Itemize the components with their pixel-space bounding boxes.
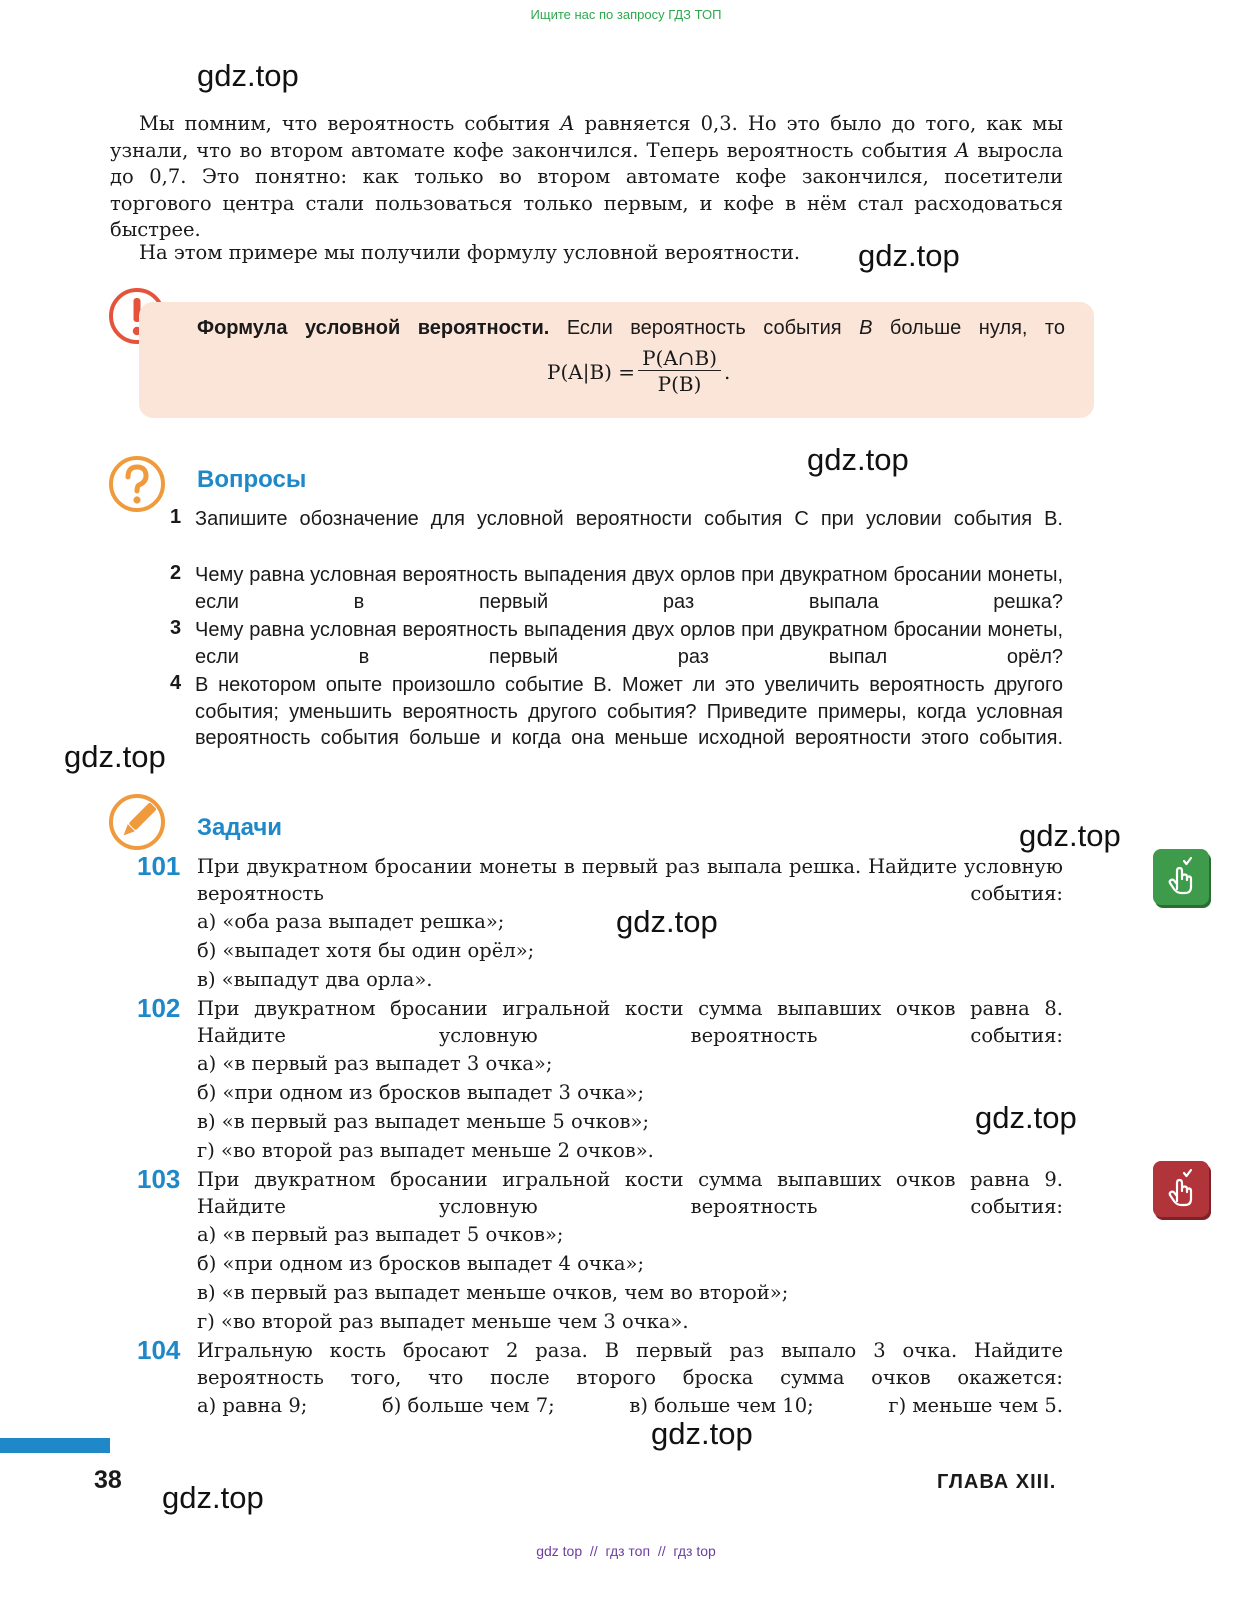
page-accent-bar <box>0 1438 110 1453</box>
question-text: Чему равна условная вероятность выпадения двух орлов при двукратном бросании монеты, если в первый раз выпал орёл? <box>195 619 1063 668</box>
task-option: а) «в первый раз выпадет 5 очков»; <box>197 1223 564 1246</box>
task-option: в) больше чем 10; <box>629 1394 814 1417</box>
task-option: б) больше чем 7; <box>382 1394 555 1417</box>
watermark: gdz.top <box>807 442 909 477</box>
top-search-note: Ищите нас по запросу ГДЗ ТОП <box>530 7 722 22</box>
task-option: г) «во второй раз выпадет меньше 2 очков». <box>197 1139 654 1162</box>
intro-paragraph: Мы помним, что вероятность события A равняется 0,3. Но это было до того, как мы узнали, что во втором автомате кофе закончился. Теперь вероятность события A выросла до 0,7. Это понятно: как только во втором автомате кофе закончился, посетители торгового центра стали пользоваться только первым, и кофе в нём стал расходоваться быстрее. <box>110 112 1063 241</box>
task-text: Игральную кость бросают 2 раза. В первый раз выпало 3 очка. Найдите вероятность того, что после второго броска сумма очков окажется: <box>197 1339 1063 1389</box>
red-solution-button[interactable] <box>1153 1161 1209 1217</box>
task-option: г) меньше чем 5. <box>888 1394 1063 1417</box>
task-number: 103 <box>137 1164 181 1194</box>
task-option: в) «в первый раз выпадет меньше 5 очков»; <box>197 1110 650 1133</box>
watermark: gdz.top <box>858 238 960 273</box>
footer-links: gdz top // гдз топ // гдз top <box>536 1543 716 1559</box>
tasks-heading: Задачи <box>197 814 283 841</box>
chapter-label: ГЛАВА XIII. <box>937 1471 1057 1493</box>
rule-title: Формула условной вероятности. <box>197 317 550 339</box>
formula-denominator: P(B) <box>657 372 702 396</box>
watermark: gdz.top <box>975 1100 1077 1135</box>
task-number: 104 <box>137 1335 181 1365</box>
task-options-row <box>197 1394 1063 1417</box>
watermark: gdz.top <box>616 904 718 939</box>
task-option: в) «выпадут два орла». <box>197 968 433 991</box>
watermark: gdz.top <box>64 739 166 774</box>
question-text: Запишите обозначение для условной вероятности события C при условии события B. <box>195 508 1063 530</box>
hand-check-icon <box>1153 1161 1209 1217</box>
questions-heading: Вопросы <box>197 466 307 493</box>
question-number: 3 <box>170 617 182 639</box>
task-text: При двукратном бросании игральной кости сумма выпавших очков равна 8. Найдите условную вероятность события: <box>197 997 1063 1047</box>
rule-statement: Формула условной вероятности. Если вероятность события B больше нуля, то <box>197 317 1065 339</box>
intro-conclusion: На этом примере мы получили формулу условной вероятности. <box>139 241 801 264</box>
formula-left: P(A|B) = <box>547 359 636 384</box>
task-option: б) «при одном из бросков выпадет 3 очка»; <box>197 1081 645 1104</box>
question-number: 2 <box>170 562 182 584</box>
task-option: а) «в первый раз выпадет 3 очка»; <box>197 1052 553 1075</box>
task-option: г) «во второй раз выпадет меньше чем 3 очка». <box>197 1310 689 1333</box>
task-number: 102 <box>137 993 181 1023</box>
formula-fraction <box>638 346 721 397</box>
conditional-probability-formula: P(A|B) = $\frac{P(A\cap B)}{P(B)}$ . <box>547 346 731 396</box>
task-option: б) «выпадет хотя бы один орёл»; <box>197 939 535 962</box>
task-option: б) «при одном из бросков выпадет 4 очка»; <box>197 1252 645 1275</box>
task-option: в) «в первый раз выпадет меньше очков, чем во второй»; <box>197 1281 789 1304</box>
task-text: При двукратном бросании монеты в первый раз выпала решка. Найдите условную вероятность события: <box>197 855 1063 905</box>
green-answer-button[interactable] <box>1153 849 1209 905</box>
question-text: В некотором опыте произошло событие B. Может ли это увеличить вероятность другого события; уменьшить вероятность другого события? Приведите примеры, когда условная вероятность события больше и когда она меньше исходной вероятности этого события. <box>195 674 1063 749</box>
question-icon <box>108 455 166 518</box>
hand-check-icon <box>1153 849 1209 905</box>
watermark: gdz.top <box>197 58 299 93</box>
formula-numerator: P(A∩B) <box>638 346 721 371</box>
task-option: а) «оба раза выпадет решка»; <box>197 910 505 933</box>
question-number: 4 <box>170 672 182 694</box>
task-option: а) равна 9; <box>197 1394 308 1417</box>
task-number: 101 <box>137 851 181 881</box>
watermark: gdz.top <box>1019 818 1121 853</box>
task-text: При двукратном бросании игральной кости сумма выпавших очков равна 9. Найдите условную вероятность события: <box>197 1168 1063 1218</box>
watermark: gdz.top <box>651 1416 753 1451</box>
pencil-icon <box>108 793 166 856</box>
watermark: gdz.top <box>162 1480 264 1515</box>
question-number: 1 <box>170 506 182 528</box>
page-number: 38 <box>94 1466 122 1494</box>
question-text: Чему равна условная вероятность выпадения двух орлов при двукратном бросании монеты, если в первый раз выпала решка? <box>195 564 1063 613</box>
